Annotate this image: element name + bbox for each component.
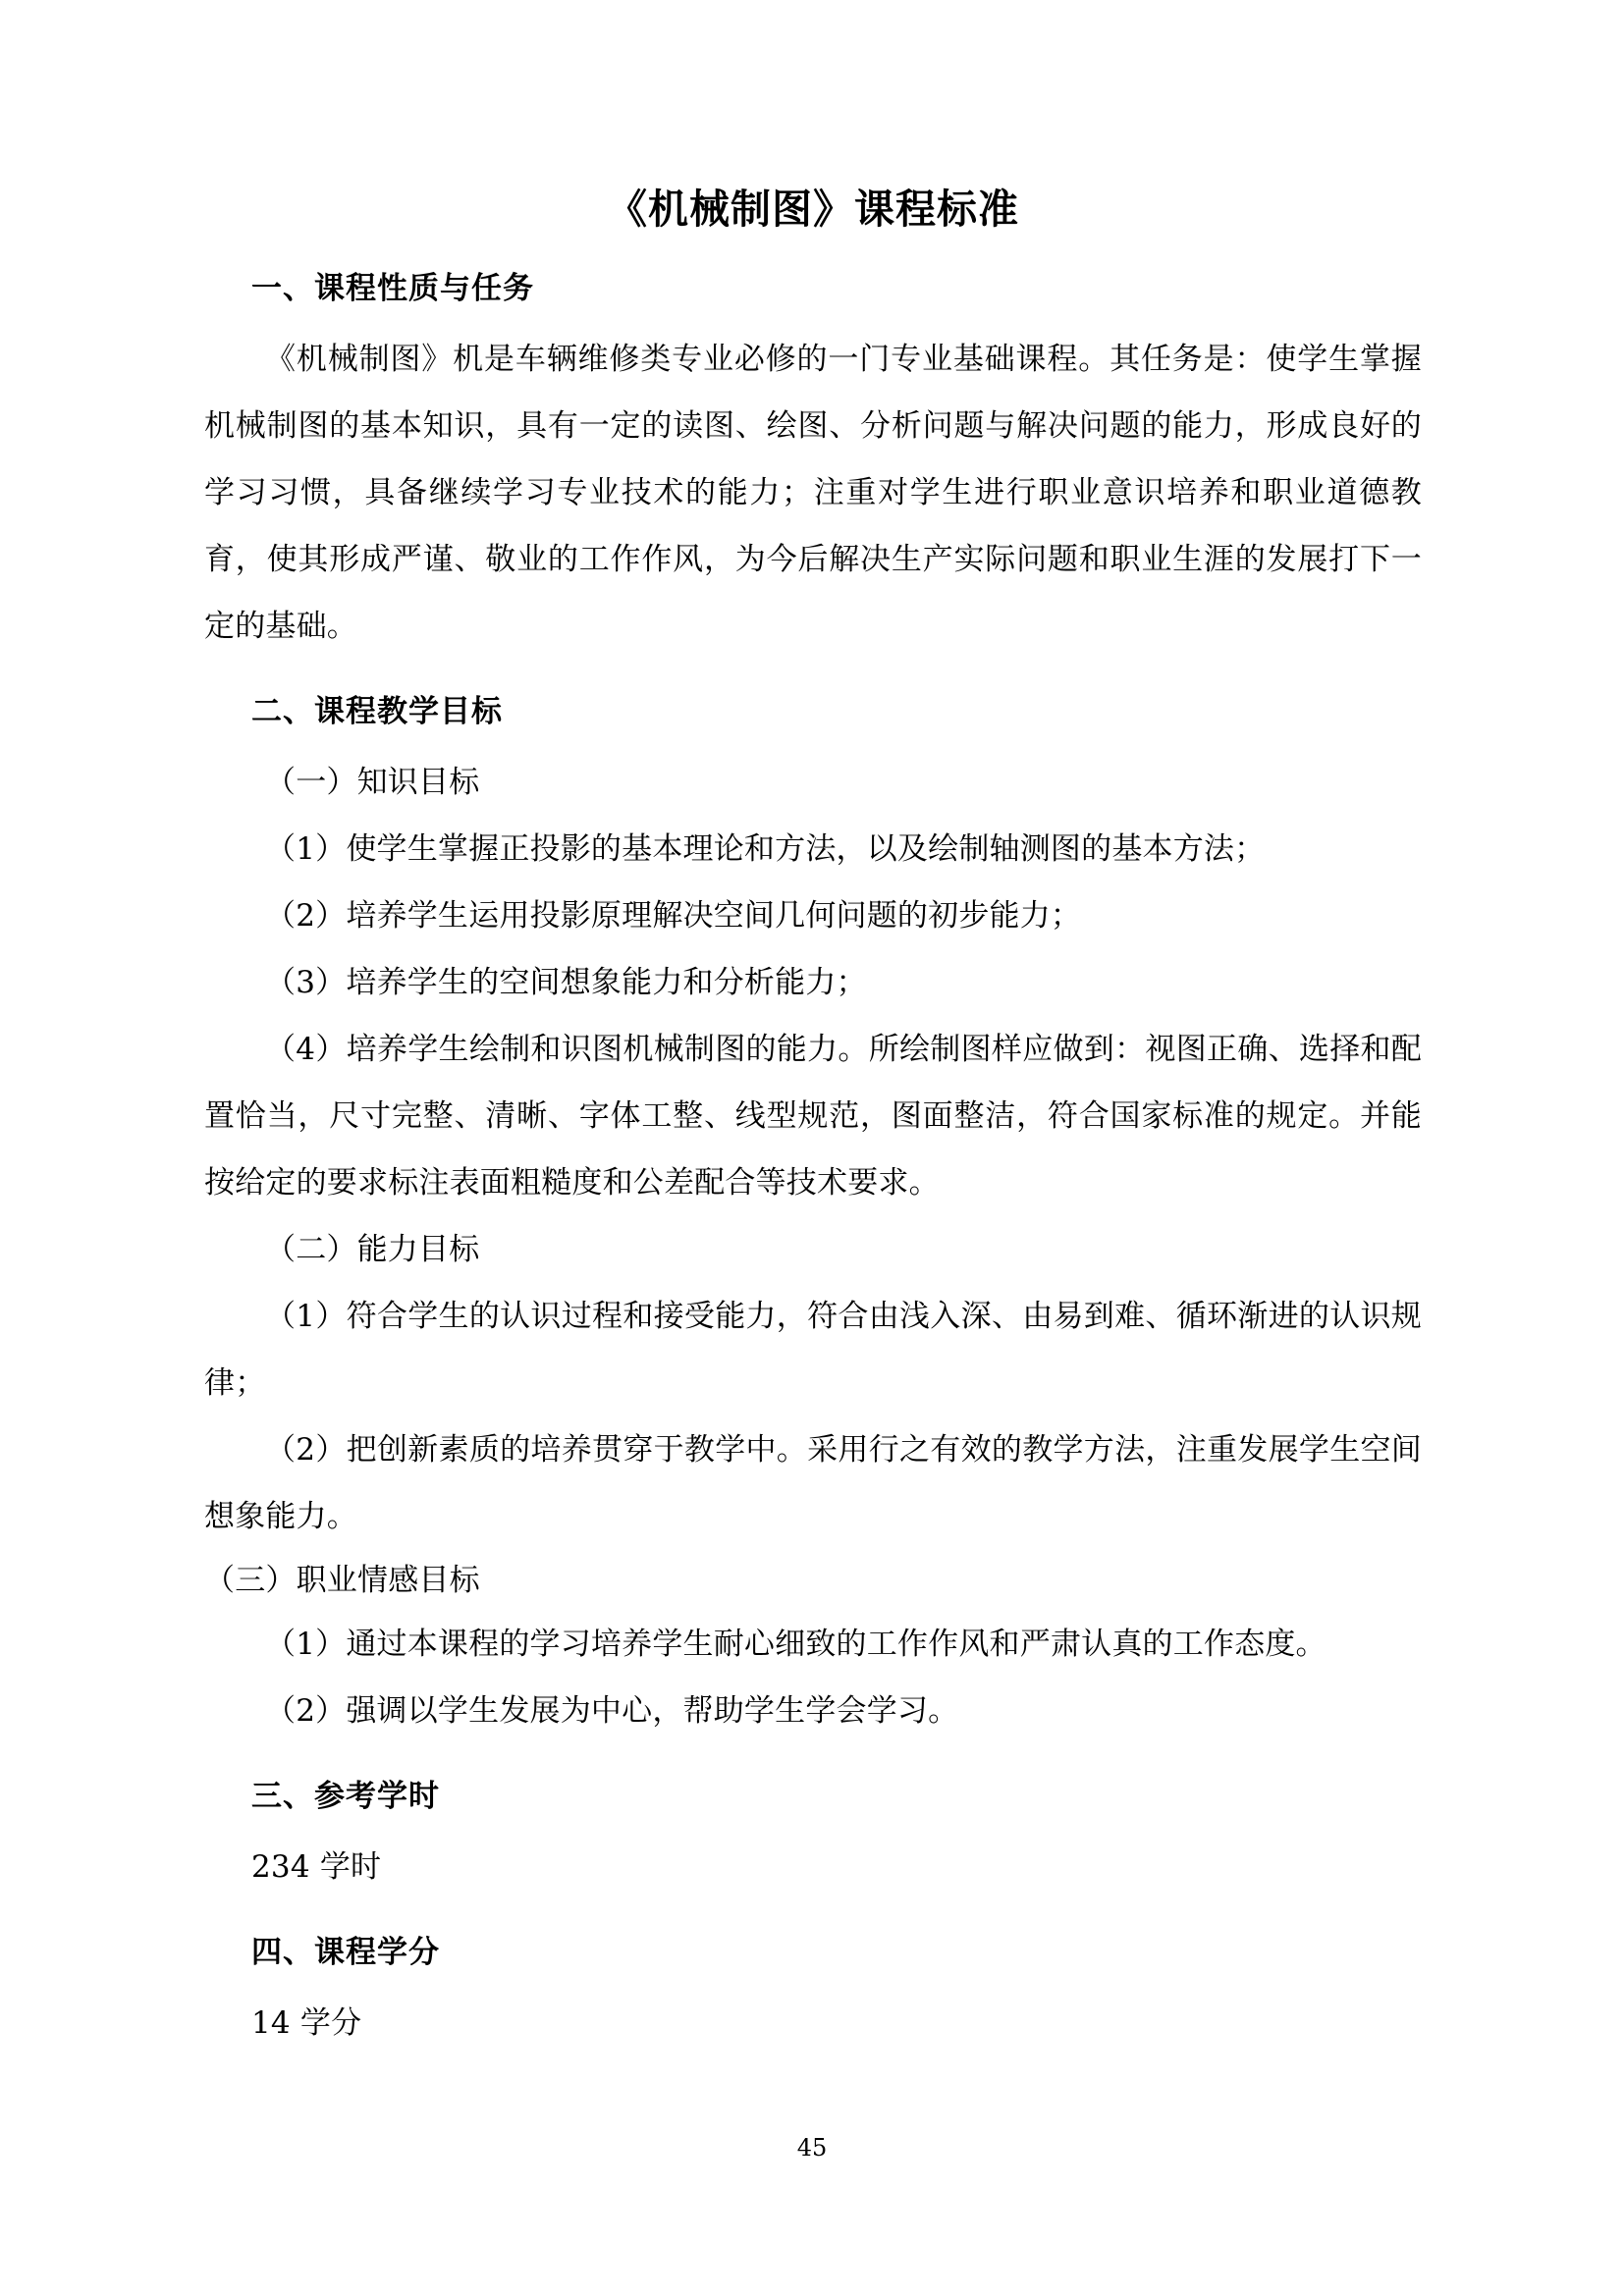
ability-goals-subtitle: （二）能力目标 — [265, 1232, 480, 1268]
section-heading-3: 三、参考学时 — [251, 1779, 440, 1815]
knowledge-goal-item-2: （2）培养学生运用投影原理解决空间几何问题的初步能力； — [265, 898, 1082, 934]
page-title: 《机械制图》课程标准 — [607, 186, 1019, 233]
section-1-paragraph: 《机械制图》机是车辆维修类专业必修的一门专业基础课程。其任务是：使学生掌握机械制图的基本知识，具有一定的读图、绘图、分析问题与解决问题的能力，形成良好的学习习惯，具备继续学习专业技术的能力；注重对学生进行职业意识培养和职业道德教育，使其形成严谨、敬业的工作作风，为今后解决生产实际问题和职业生涯的发展打下一定的基础。 — [204, 342, 1422, 645]
knowledge-goal-item-1: （1）使学生掌握正投影的基本理论和方法，以及绘制轴测图的基本方法； — [265, 831, 1266, 868]
emotion-goal-item-2: （2）强调以学生发展为中心，帮助学生学会学习。 — [265, 1693, 959, 1730]
ability-goal-item-2: （2）把创新素质的培养贯穿于教学中。采用行之有效的教学方法，注重发展学生空间想象能力。 — [204, 1432, 1422, 1535]
section-heading-4: 四、课程学分 — [251, 1935, 440, 1971]
emotion-goals-subtitle: （三）职业情感目标 — [204, 1563, 480, 1599]
page-number: 45 — [796, 2134, 828, 2162]
emotion-goal-item-1: （1）通过本课程的学习培养学生耐心细致的工作作风和严肃认真的工作态度。 — [265, 1627, 1326, 1663]
document-content — [204, 0, 1422, 2056]
knowledge-goal-item-4: （4）培养学生绘制和识图机械制图的能力。所绘制图样应做到：视图正确、选择和配置恰当，尺寸完整、清晰、字体工整、线型规范，图面整洁，符合国家标准的规定。并能按给定的要求标注表面粗糙度和公差配合等技术要求。 — [204, 1032, 1422, 1201]
knowledge-goal-item-3: （3）培养学生的空间想象能力和分析能力； — [265, 965, 867, 1001]
section-heading-1: 一、课程性质与任务 — [251, 271, 534, 307]
reference-hours-value: 234 学时 — [251, 1849, 382, 1886]
ability-goal-item-1: （1）符合学生的认识过程和接受能力，符合由浅入深、由易到难、循环渐进的认识规律； — [204, 1299, 1422, 1402]
section-heading-2: 二、课程教学目标 — [251, 694, 503, 730]
course-credits-value: 14 学分 — [251, 2005, 362, 2042]
knowledge-goals-subtitle: （一）知识目标 — [265, 765, 480, 801]
